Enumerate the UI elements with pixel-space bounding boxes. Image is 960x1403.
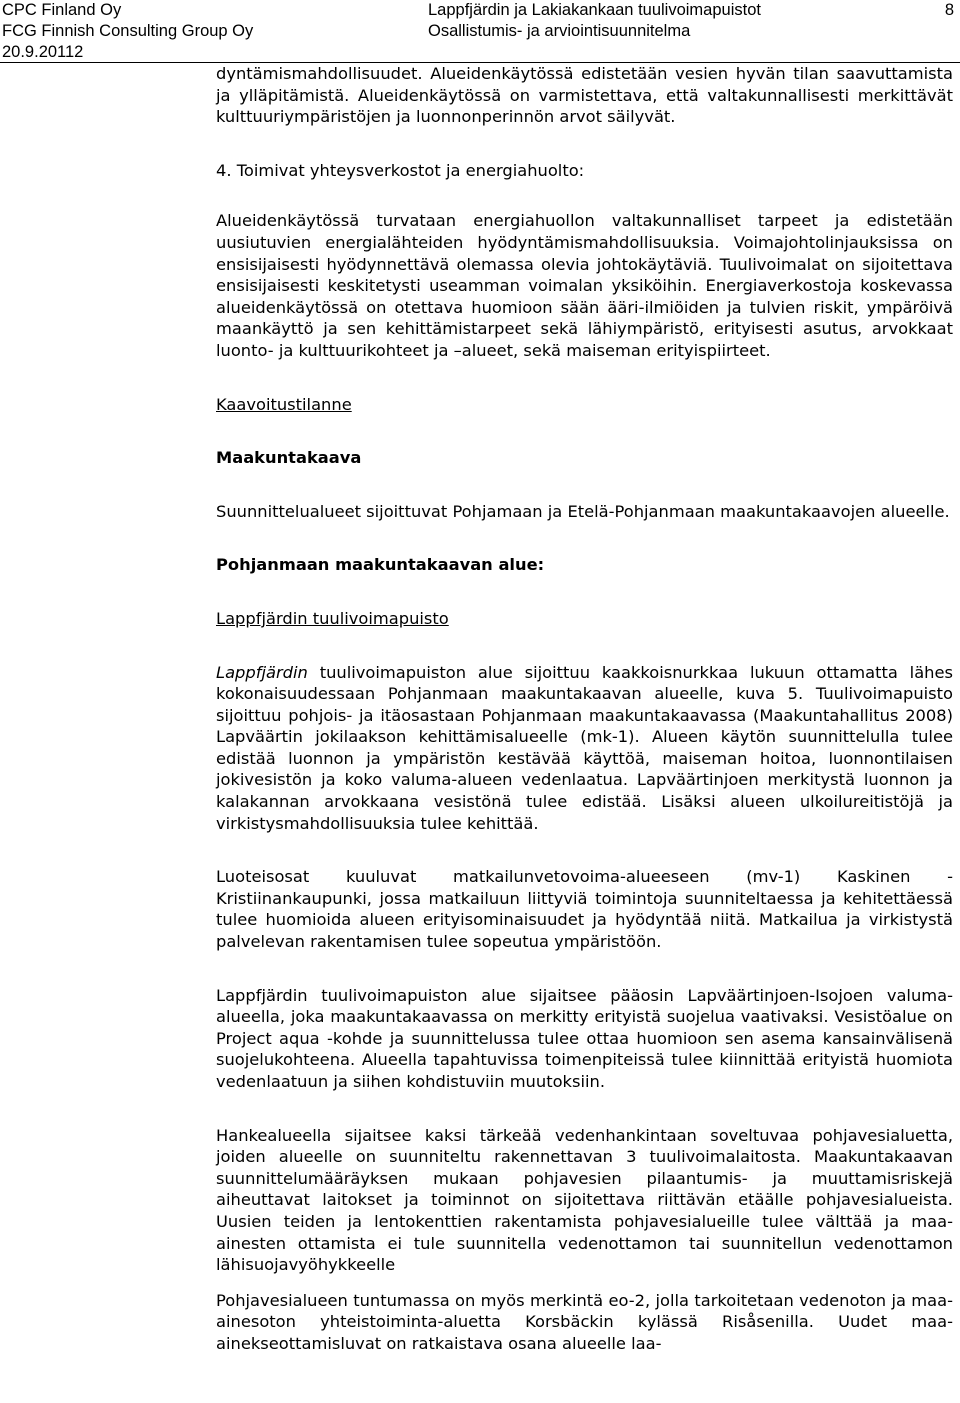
section-heading-lappfjard: Lappfjärdin tuulivoimapuisto: [216, 608, 449, 628]
paragraph-continuation: dyntämismahdollisuudet. Alueidenkäytössä edistetään vesien hyvän tilan saavuttamista ja ylläpitämistä. Alueidenkäytössä on varmistettava, että valtakunnallisesti merkittävät kulttuuriympäristöjen ja luonnonperinnön arvot säilyvät.: [216, 64, 953, 127]
paragraph-groundwater: Hankealueella sijaitsee kaksi tärkeää vedenhankintaan soveltuvaa pohjavesialuetta, joiden alueelle on suunniteltu rakennettavan 3 tuulivoimalaitosta. Maakuntakaavan suunnittelumääräyksen mukaan pohjavesien pilaantumis- ja muuttamisriskejä aiheuttavat laitokset ja toiminnot on sijoitettava riittävän etäälle pohjavesialueista. Uusien teiden ja lentokenttien rakentamista pohjavesialueille tulee välttää ja maa-ainesten ottamista ei tule suunnitella vedenottamon tai suunnitellun vedenottamon lähisuojavyöhykkeelle: [216, 1125, 953, 1275]
paragraph-lappfjard: [216, 662, 953, 835]
section-heading-pohjanmaa: Pohjanmaan maakuntakaavan alue:: [216, 555, 545, 575]
paragraph-planning-areas: Suunnittelualueet sijoittuvat Pohjamaan ja Etelä-Pohjanmaan maakuntakaavojen alueelle.: [216, 501, 950, 521]
paragraph-lappfjard-text: tuulivoimapuiston alue sijoittuu kaakkoisnurkkaa lukuun ottamatta lähes kokonaisuudessaan Pohjanmaan maakuntakaavan alueelle, kuva 5. Tuulivoimapuisto sijoittuu pohjois- ja itäosastaan Pohjanmaan maakuntakaavassa (Maakuntahallitus 2008) Lapväärtin jokilaakson kehittämisalueelle (mk-1). Alueen käytön suunnittelulla tulee edistää luonnon ja ympäristön kestävää käyttöä, maiseman hoitoa, luonnontilaisen jokivesistön ja koko valuma-alueen vedenlaatua. Lapväärtinjoen merkitystä luonnon ja kalakannan arvokkaana vesistönä tulee edistää. Lisäksi alueen ulkoilureitistöjä ja virkistysmahdollisuuksia tulee kehittää.: [216, 662, 953, 833]
page-header: [0, 0, 960, 63]
header-company-1: CPC Finland Oy: [2, 1, 122, 19]
header-doc-type: Osallistumis- ja arviointisuunnitelma: [428, 22, 691, 40]
section-heading-maakuntakaava: Maakuntakaava: [216, 448, 362, 468]
header-project-title: Lappfjärdin ja Lakiakankaan tuulivoimapuistot: [428, 1, 761, 19]
item-4-heading: 4. Toimivat yhteysverkostot ja energiahuolto:: [216, 160, 585, 180]
header-page-number: 8: [944, 1, 954, 19]
header-date: 20.9.20112: [2, 43, 84, 61]
header-company-2: FCG Finnish Consulting Group Oy: [2, 22, 254, 40]
document-body: [216, 63, 953, 1355]
header-right: [428, 0, 761, 42]
paragraph-tourism: Luoteisosat kuuluvat matkailunvetovoima-alueeseen (mv-1) Kaskinen - Kristiinankaupunki, jossa matkailuun liittyviä toimintoja suunniteltaessa ja kehitettäessä tulee huomioida alueen erityisominaisuudet ja hyödyntää niitä. Matkailua ja virkistystä palvelevan rakentamisen tulee sopeutua ympäristöön.: [216, 867, 953, 952]
paragraph-energy: Alueidenkäytössä turvataan energiahuollon valtakunnalliset tarpeet ja edistetään uusiutuvien energialähteiden hyödyntämismahdollisuuksia. Voimajohtolinjauksissa on ensisijaisesti hyödynnettävä olemassa olevia johtokäytäviä. Tuulivoimalat on sijoitettava ensisijaisesti keskitetysti useamman voimalan yksiköihin. Energiaverkostoja koskevassa alueidenkäytössä on otettava huomioon sään ääri-ilmiöiden ja tulvien riskit, ympäröivä maankäyttö ja sen kehittämistarpeet sekä lähiympäristö, erityisesti asutus, arvokkaat luonto- ja kulttuurikohteet ja –alueet, sekä maiseman erityispiirteet.: [216, 211, 953, 360]
paragraph-eo2: Pohjavesialueen tuntumassa on myös merkintä eo-2, jolla tarkoitetaan vedenoton ja maa-ainesoton yhteistoiminta-aluetta Korsbäckin kylässä Risåsenilla. Uudet maa-ainekseottamisluvat on ratkaistava osana alueelle laa-: [216, 1290, 953, 1353]
header-left: [2, 0, 253, 63]
section-heading-kaavoitustilanne: Kaavoitustilanne: [216, 394, 352, 414]
lappfjard-italic-name: Lappfjärdin: [216, 662, 308, 682]
paragraph-watershed: Lappfjärdin tuulivoimapuiston alue sijaitsee pääosin Lapväärtinjoen-Isojoen valuma-alueella, joka maakuntakaavassa on merkitty erityistä suojelua vaativaksi. Vesistöalue on Project aqua -kohde ja suunnittelussa tulee ottaa huomioon sen asema kansainvälisenä suojelukohteena. Alueella tapahtuvissa toimenpiteissä tulee kiinnittää erityistä huomiota vedenlaatuun ja siihen kohdistuviin muutoksiin.: [216, 985, 953, 1091]
